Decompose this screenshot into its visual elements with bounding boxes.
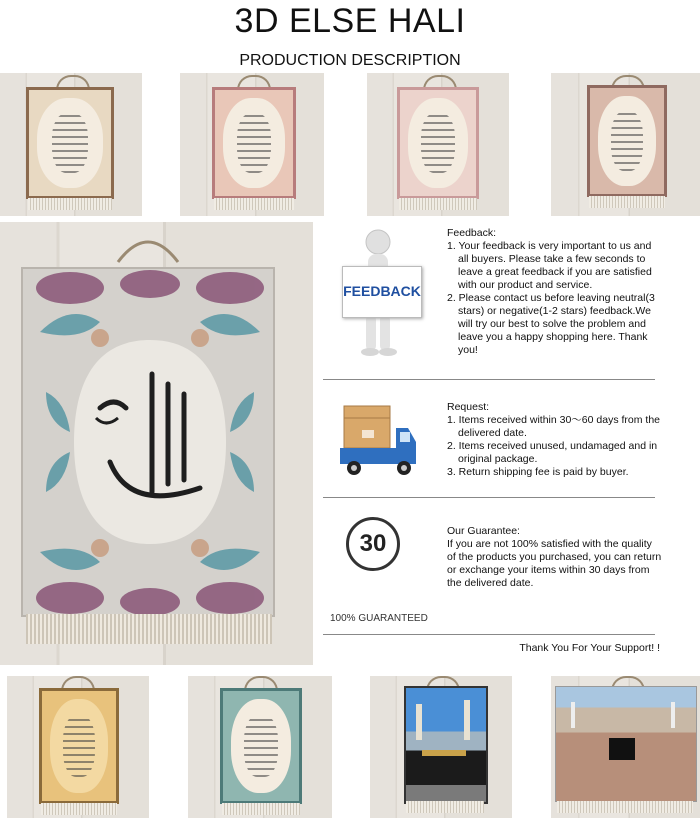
main-product-image[interactable] [0,222,313,665]
main-rug-graphic [0,222,313,665]
guarantee-point-1: If you are not 100% satisfied with the quality of the products you purchased, you can return or exchange your items within 30 days from the delivered date. [447,538,662,589]
page-title: 3D ELSE HALI [234,2,466,40]
guarantee-heading: Our Guarantee: [447,525,520,537]
guarantee-badge-text: 100% GUARANTEED [330,613,428,624]
product-thumb-1[interactable] [0,73,142,216]
guarantee-text [447,525,662,590]
product-thumb-7[interactable] [370,676,512,818]
feedback-heading: Feedback: [447,227,497,239]
truck-icon [340,400,420,480]
page-subtitle: PRODUCTION DESCRIPTION [239,52,461,69]
product-thumb-5[interactable] [7,676,149,818]
product-thumb-6[interactable] [188,676,332,818]
feedback-sign [342,266,422,318]
request-point-1: 1. Items received within 30～60 days from the delivered date. [447,414,661,439]
divider-3 [323,634,655,635]
feedback-sign-label: FEEDBACK [343,283,421,299]
request-point-3: 3. Return shipping fee is paid by buyer. [447,466,629,478]
product-thumb-8[interactable] [551,676,700,818]
divider-1 [323,379,655,380]
request-point-2: 2. Items received unused, undamaged and in original package. [447,440,658,465]
feedback-text [447,227,662,357]
product-thumb-4[interactable] [551,73,700,216]
feedback-point-2: 2. Please contact us before leaving neutral(3 stars) or negative(1-2 stars) feedback.We will try our best to solve the problem and leave you a happy shopping here. Thank you! [447,292,655,356]
divider-2 [323,497,655,498]
product-thumb-3[interactable] [367,73,509,216]
guarantee-badge [346,517,400,571]
feedback-point-1: 1. Your feedback is very important to us and all buyers. Please take a few seconds to leave a great feedback if you are satisfied with our product and service. [447,240,652,291]
request-heading: Request: [447,401,490,413]
thank-you-text: Thank You For Your Support! ! [519,642,660,654]
product-thumb-2[interactable] [180,73,324,216]
guarantee-badge-number: 30 [359,530,387,557]
request-text [447,401,662,479]
